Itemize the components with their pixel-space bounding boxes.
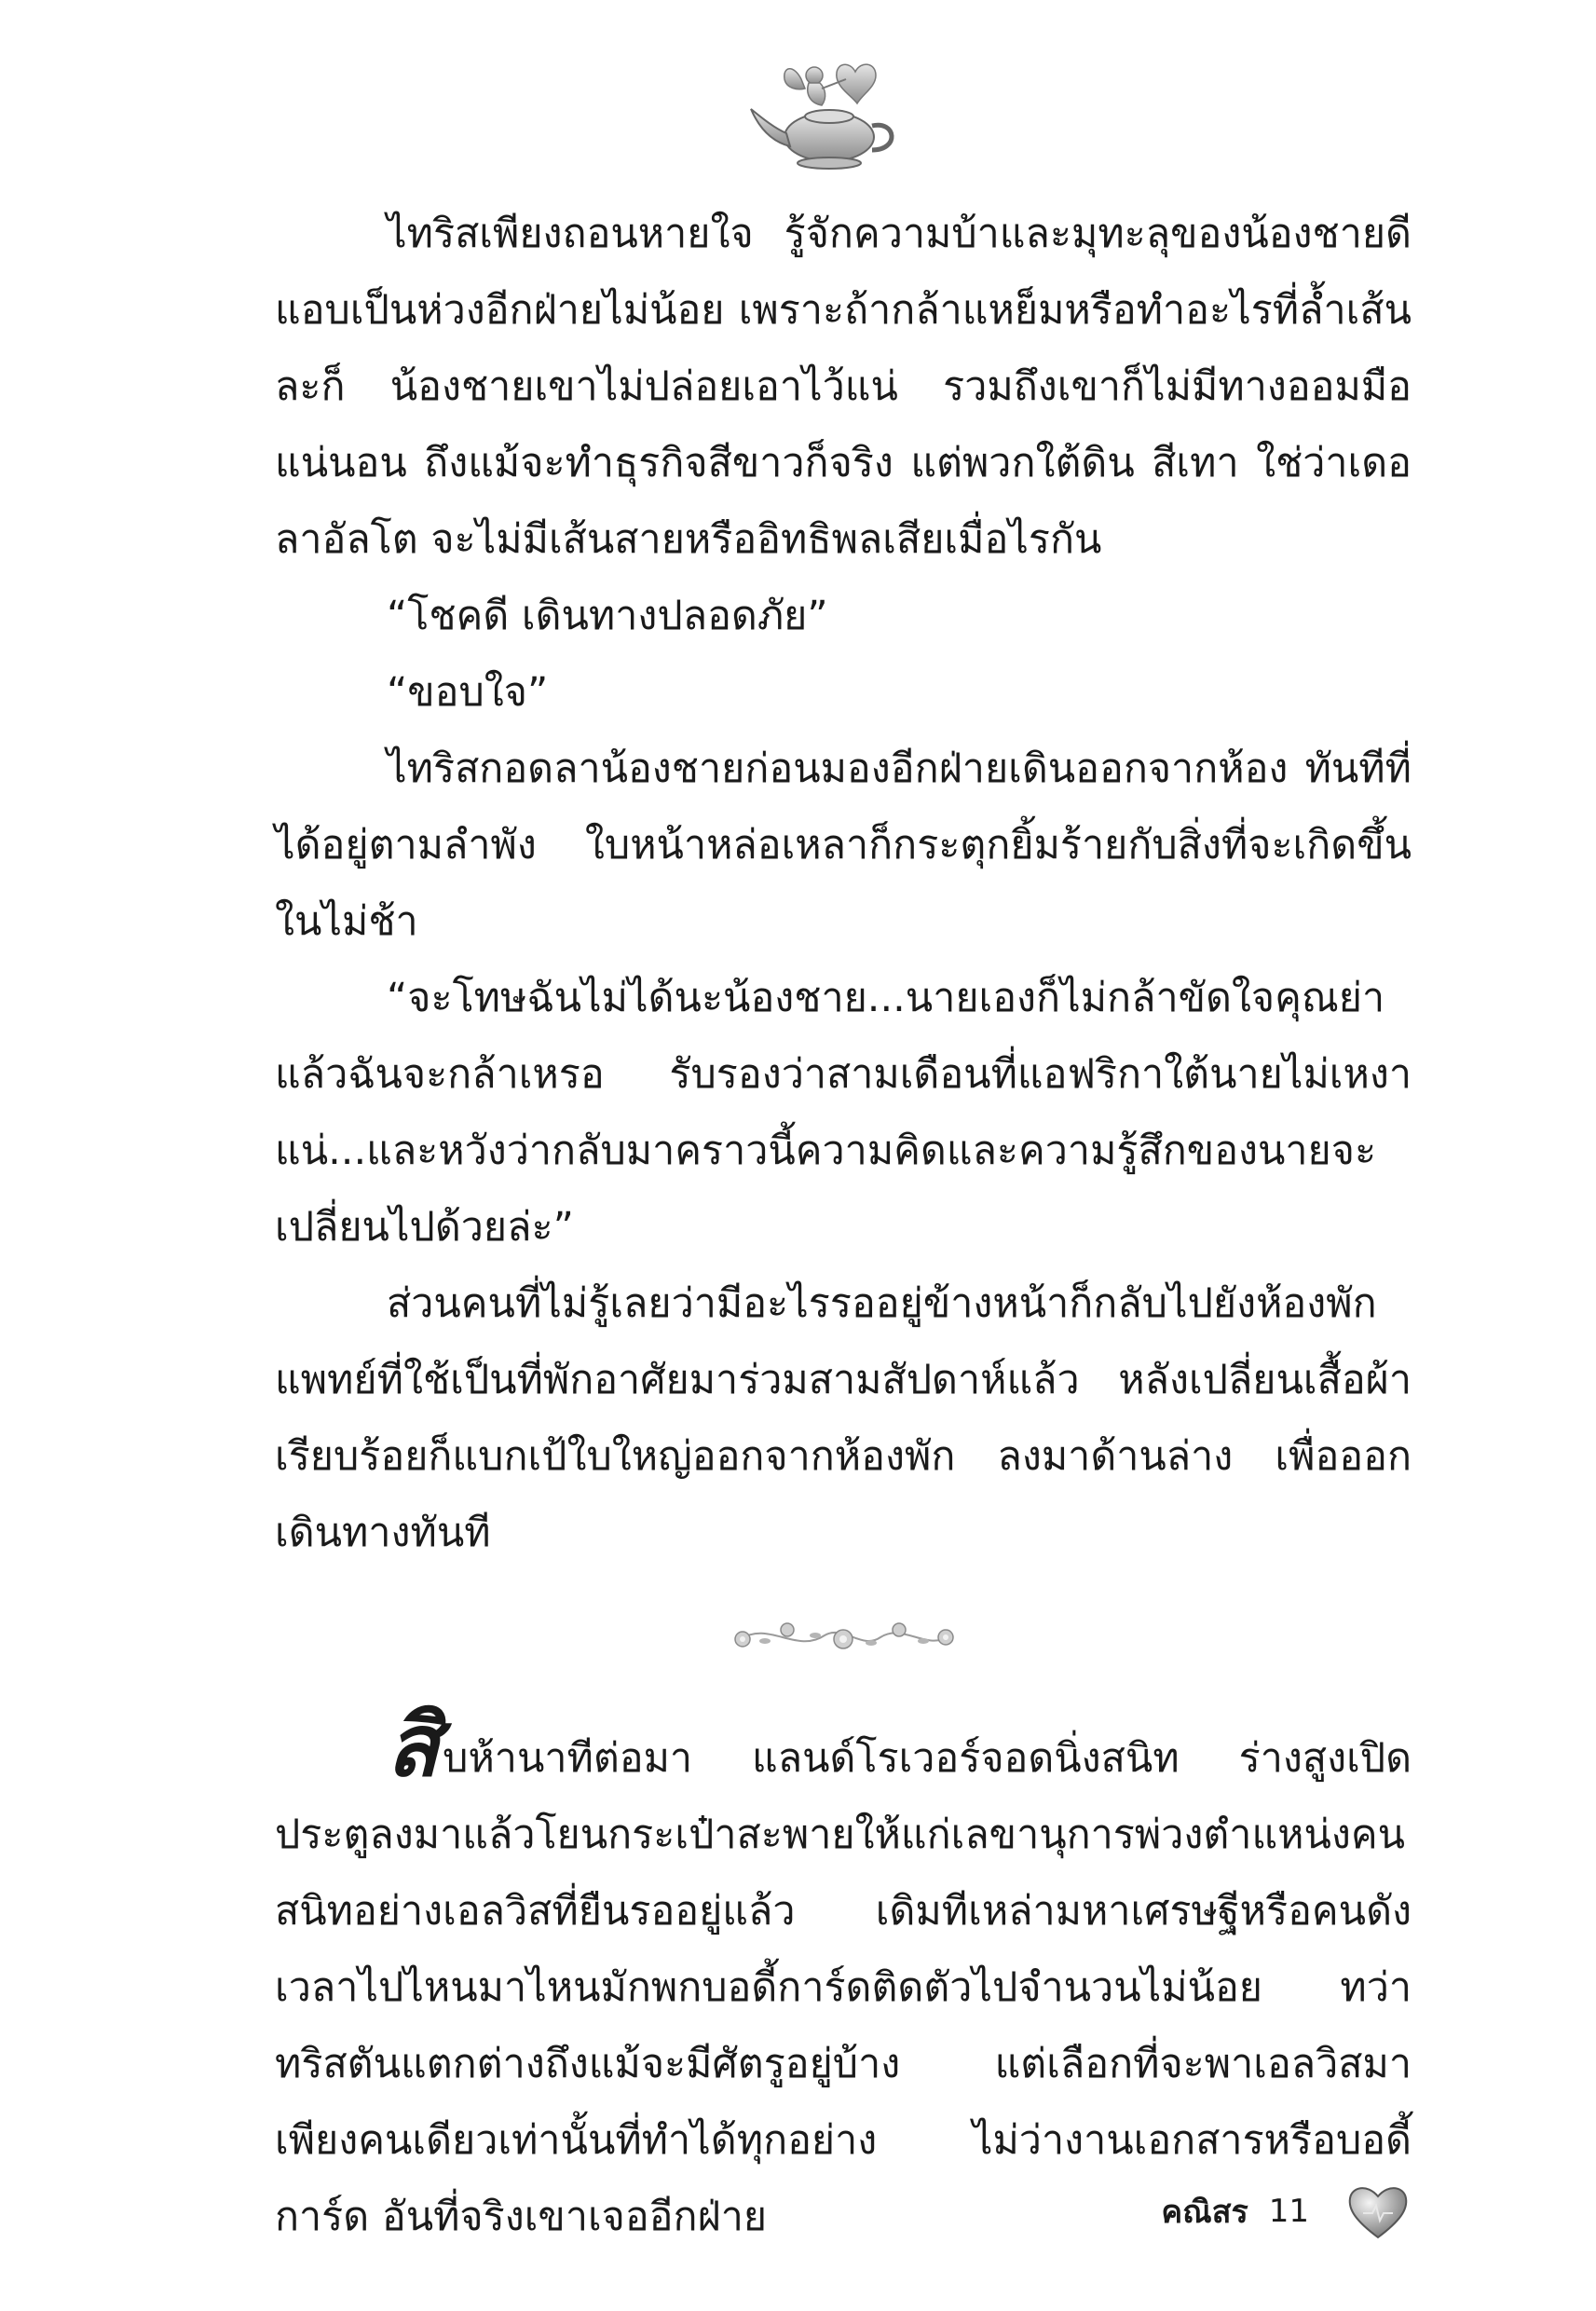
paragraph: ไทริสกอดลาน้องชายก่อนมองอีกฝ่ายเดินออกจากห้อง ทันทีที่ได้อยู่ตามลำพัง ใบหน้าหล่อเหลาก็กระตุกยิ้มร้ายกับสิ่งที่จะเกิดขึ้นในไม่ช้า (275, 745, 1412, 945)
page-footer (1161, 2181, 1410, 2241)
floral-vine-divider-icon (722, 1613, 964, 1660)
drop-section-text: บห้านาทีต่อมา แลนด์โรเวอร์จอดนิ่งสนิท ร่างสูงเปิดประตูลงมาแล้วโยนกระเป๋าสะพายให้แก่เลขานุการพ่วงตำแหน่งคนสนิทอย่างเอลวิสที่ยืนรออยู่แล้ว เดิมทีเหล่ามหาเศรษฐีหรือคนดังเวลาไปไหนมาไหนมักพกบอดี้การ์ดติดตัวไปจำนวนไม่น้อย ทว่าทริสตันแตกต่างถึงแม้จะมีศัตรูอยู่บ้าง แต่เลือกที่จะพาเอลวิสมาเพียงคนเดียวเท่านั้นที่ทำได้ทุกอย่าง ไม่ว่างานเอกสารหรือบอดี้การ์ด อันที่จริงเขาเจออีกฝ่าย (275, 1735, 1412, 2240)
chapter-section-paragraph (275, 1696, 1412, 2255)
heart-icon (1346, 2181, 1410, 2241)
paragraph: ส่วนคนที่ไม่รู้เลยว่ามีอะไรรออยู่ข้างหน้าก็กลับไปยังห้องพักแพทย์ที่ใช้เป็นที่พักอาศัยมาร่วมสามสัปดาห์แล้ว หลังเปลี่ยนเสื้อผ้าเรียบร้อยก็แบกเป้ใบใหญ่ออกจากห้องพัก ลงมาด้านล่าง เพื่อออกเดินทางทันที (275, 1280, 1412, 1556)
paragraph: ไทริสเพียงถอนหายใจ รู้จักความบ้าและมุทะลุของน้องชายดี แอบเป็นห่วงอีกฝ่ายไม่น้อย เพราะถ้ากล้าแหย็มหรือทำอะไรที่ล้ำเส้นละก็ น้องชายเขาไม่ปล่อยเอาไว้แน่ รวมถึงเขาก็ไม่มีทางออมมือแน่นอน ถึงแม้จะทำธุรกิจสีขาวก็จริง แต่พวกใต้ดิน สีเทา ใช่ว่าเดอลาอัลโต จะไม่มีเส้นสายหรืออิทธิพลเสียเมื่อไรกัน (275, 211, 1412, 563)
footer-author: คณิสร (1161, 2194, 1248, 2231)
body-text (275, 196, 1412, 2255)
section-divider (275, 1571, 1412, 1702)
teapot-cupid-ornament-icon (736, 51, 913, 172)
dialogue-paragraph: “จะโทษฉันไม่ได้นะน้องชาย...นายเองก็ไม่กล้าขัดใจคุณย่าแล้วฉันจะกล้าเหรอ รับรองว่าสามเดือนที่แอฟริกาใต้นายไม่เหงาแน่...และหวังว่ากลับมาคราวนี้ความคิดและความรู้สึกของนายจะเปลี่ยนไปด้วยล่ะ” (275, 975, 1412, 1251)
dialogue-paragraph: “ขอบใจ” (387, 669, 549, 716)
dialogue-paragraph: “โชคดี เดินทางปลอดภัย” (387, 593, 828, 639)
drop-cap: สิ (387, 1696, 440, 1796)
page-number: 11 (1268, 2193, 1309, 2230)
